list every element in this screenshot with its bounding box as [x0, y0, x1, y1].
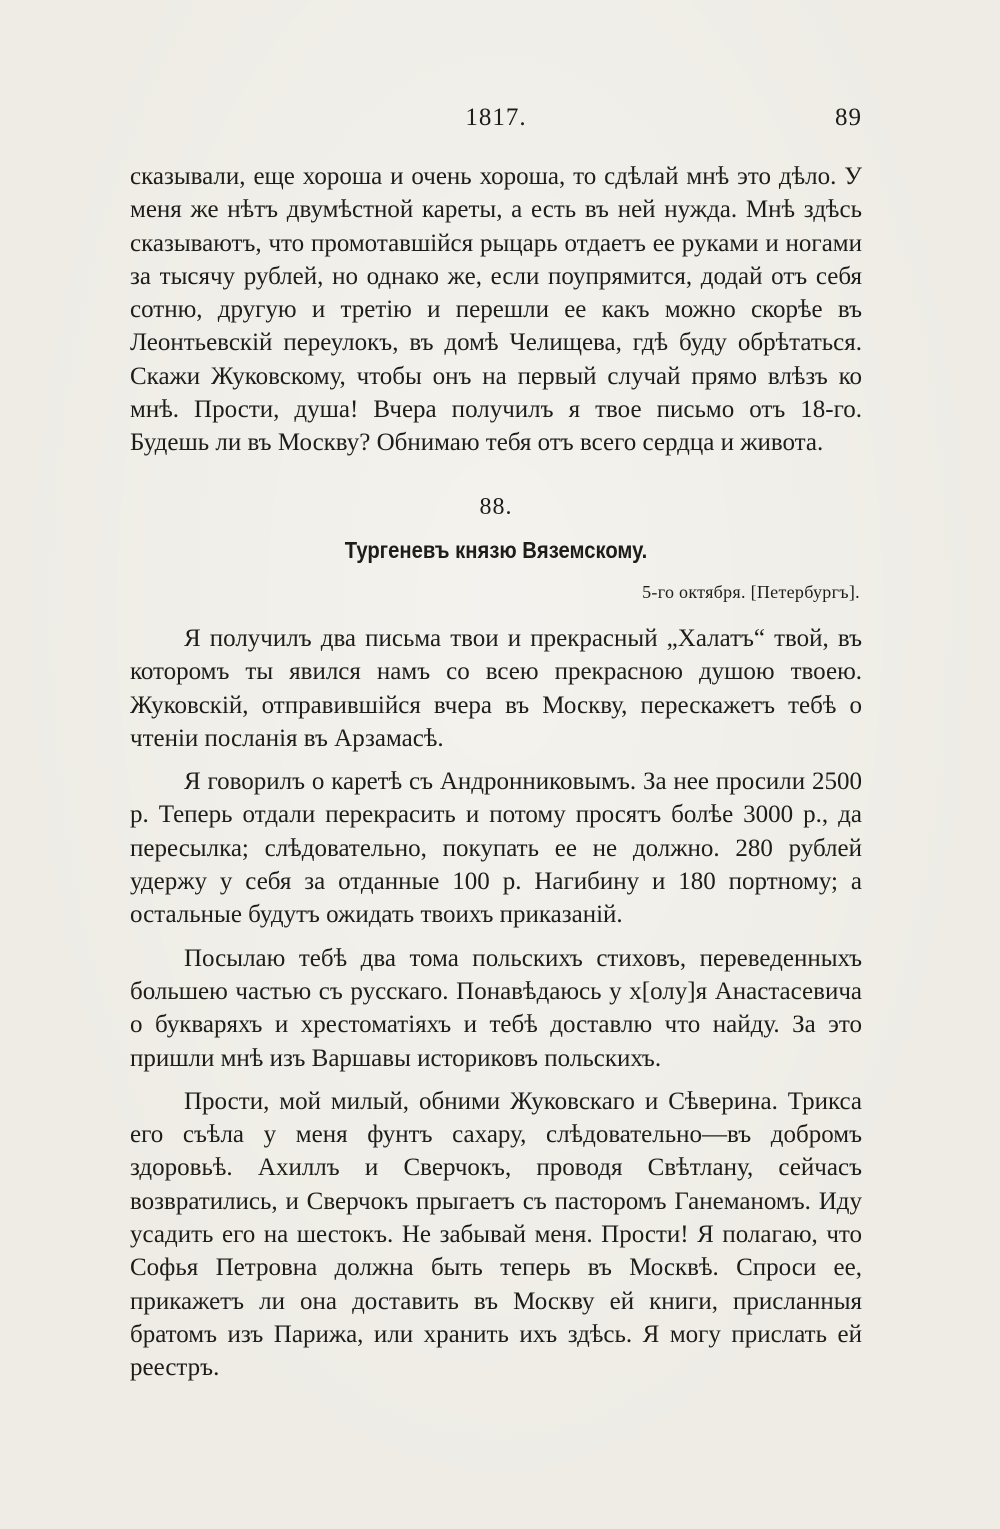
running-head	[130, 104, 862, 136]
letter-title: Тургеневъ князю Вяземскому.	[344, 537, 648, 563]
previous-letter-paragraph: сказывали, еще хороша и очень хороша, то сдѣлай мнѣ это дѣло. У меня же нѣтъ двумѣстной кареты, а есть въ ней нужда. Мнѣ здѣсь сказываютъ, что промотавшійся рыцарь отдаетъ ее руками и ногами за тысячу рублей, но однако же, если поупрямится, додай отъ себя сотню, другую и третію и перешли ее какъ можно скорѣе въ Леонтьевскій переулокъ, въ домѣ Челищева, гдѣ буду обрѣтаться. Скажи Жуковскому, чтобы онъ на первый случай прямо влѣзъ ко мнѣ. Прости, душа! Вчера получилъ я твое письмо отъ 18-го. Будешь ли въ Москву? Обнимаю тебя отъ всего сердца и живота.	[130, 163, 862, 457]
letter-paragraph: Прости, мой милый, обними Жуковскаго и Сѣверина. Трикса его съѣла у меня фунтъ сахару, слѣдовательно—въ добромъ здоровьѣ. Ахиллъ и Сверчокъ, проводя Свѣтлану, сейчасъ возвратились, и Сверчокъ прыгаетъ съ пасторомъ Ганеманомъ. Иду усадить его на шестокъ. Не забывай меня. Прости! Я полагаю, что Софья Петровна должна быть теперь въ Москвѣ. Спроси ее, прикажетъ ли она доставить въ Москву ей книги, присланныя братомъ изъ Парижа, или хранить ихъ здѣсь. Я могу прислать ей реестръ.	[130, 1087, 862, 1382]
letter-paragraph: Посылаю тебѣ два тома польскихъ стиховъ, переведенныхъ большею частью съ русскаго. Понавѣдаюсь у х[олу]я Анастасевича о букваряхъ и хрестоматіяхъ и тебѣ доставлю что найду. За это пришли мнѣ изъ Варшавы историковъ польскихъ.	[130, 944, 862, 1072]
running-head-year: 1817.	[465, 104, 527, 131]
letter-number: 88.	[479, 494, 513, 520]
letter-date: 5-го октября. [Петербургъ].	[642, 582, 860, 602]
previous-letter-ending	[130, 160, 862, 460]
page-number: 89	[835, 104, 862, 131]
letter-paragraph: Я получилъ два письма твои и прекрасный „Халатъ“ твой, въ которомъ ты явился намъ со всею прекрасною душою твоею. Жуковскій, отправившійся вчера въ Москву, перескажетъ тебѣ о чтеніи посланія въ Арзамасѣ.	[130, 625, 862, 752]
letter-body	[130, 622, 862, 1395]
letter-paragraph: Я говорилъ о каретѣ съ Андронниковымъ. За нее просили 2500 р. Теперь отдали перекрасить и потому просятъ болѣе 3000 р., да пересылка; слѣдовательно, покупать ее не должно. 280 рублей удержу у себя за отданные 100 р. Нагибину и 180 портному; а остальные будутъ ожидать твоихъ приказаній.	[130, 768, 862, 929]
